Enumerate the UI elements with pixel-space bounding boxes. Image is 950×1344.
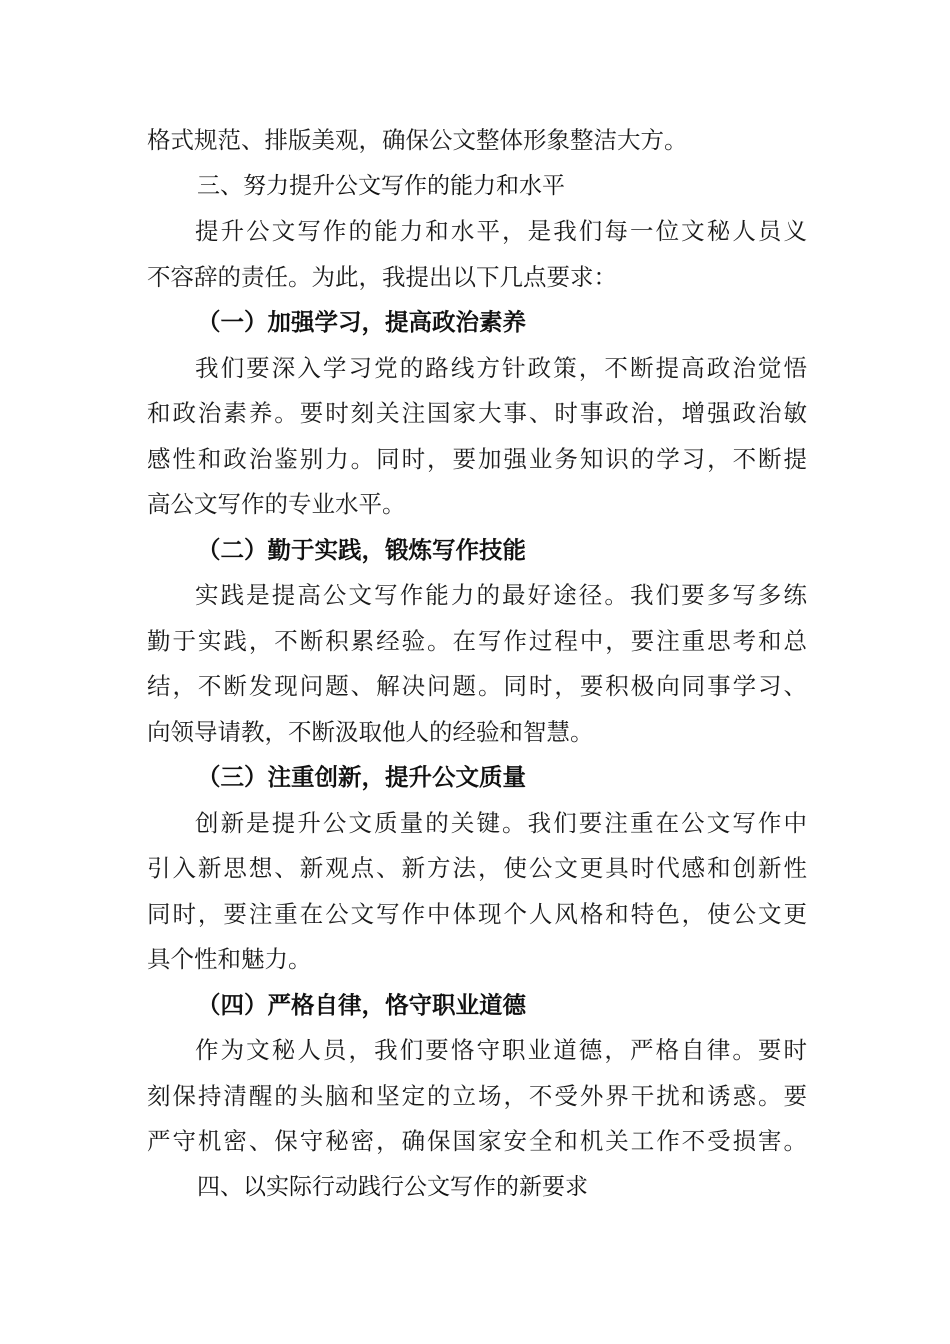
subheading-4: （四）严格自律，恪守职业道德 bbox=[197, 990, 526, 1019]
subheading-3: （三）注重创新，提升公文质量 bbox=[197, 763, 526, 791]
paragraph-line: 严守机密、保守秘密，确保国家安全和机关工作不受损害。 bbox=[147, 1127, 807, 1155]
subheading-2: （二）勤于实践，锻炼写作技能 bbox=[197, 535, 526, 564]
paragraph-line: 格式规范、排版美观，确保公文整体形象整洁大方。 bbox=[147, 126, 688, 154]
paragraph-line: 创新是提升公文质量的关键。我们要注重在公文写作中 bbox=[195, 808, 807, 837]
paragraph-line: 感性和政治鉴别力。同时，要加强业务知识的学习，不断提 bbox=[147, 444, 807, 473]
paragraph-line: 作为文秘人员，我们要恪守职业道德，严格自律。要时 bbox=[195, 1036, 807, 1064]
paragraph-line: 和政治素养。要时刻关注国家大事、时事政治，增强政治敏 bbox=[147, 399, 807, 427]
paragraph-line: 结，不断发现问题、解决问题。同时，要积极向同事学习、 bbox=[147, 672, 807, 700]
subheading-1: （一）加强学习，提高政治素养 bbox=[197, 308, 526, 336]
paragraph-line: 我们要深入学习党的路线方针政策，不断提高政治觉悟 bbox=[195, 353, 807, 382]
section-heading-4: 四、以实际行动践行公文写作的新要求 bbox=[197, 1173, 588, 1200]
paragraph-line: 刻保持清醒的头脑和坚定的立场，不受外界干扰和诱惑。要 bbox=[147, 1081, 807, 1110]
document-body bbox=[147, 118, 807, 1210]
paragraph-line: 实践是提高公文写作能力的最好途径。我们要多写多练 bbox=[195, 581, 807, 609]
paragraph-line: 不容辞的责任。为此，我提出以下几点要求： bbox=[147, 262, 617, 291]
paragraph-line: 勤于实践，不断积累经验。在写作过程中，要注重思考和总 bbox=[147, 626, 807, 655]
section-heading-3: 三、努力提升公文写作的能力和水平 bbox=[197, 172, 565, 199]
paragraph-line: 引入新思想、新观点、新方法，使公文更具时代感和创新性 bbox=[147, 854, 807, 882]
paragraph-line: 向领导请教，不断汲取他人的经验和智慧。 bbox=[147, 717, 594, 746]
paragraph-line: 同时，要注重在公文写作中体现个人风格和特色，使公文更 bbox=[147, 899, 807, 928]
paragraph-line: 高公文写作的专业水平。 bbox=[147, 490, 406, 518]
paragraph-line: 具个性和魅力。 bbox=[147, 945, 312, 973]
paragraph-line: 提升公文写作的能力和水平，是我们每一位文秘人员义 bbox=[195, 217, 807, 245]
